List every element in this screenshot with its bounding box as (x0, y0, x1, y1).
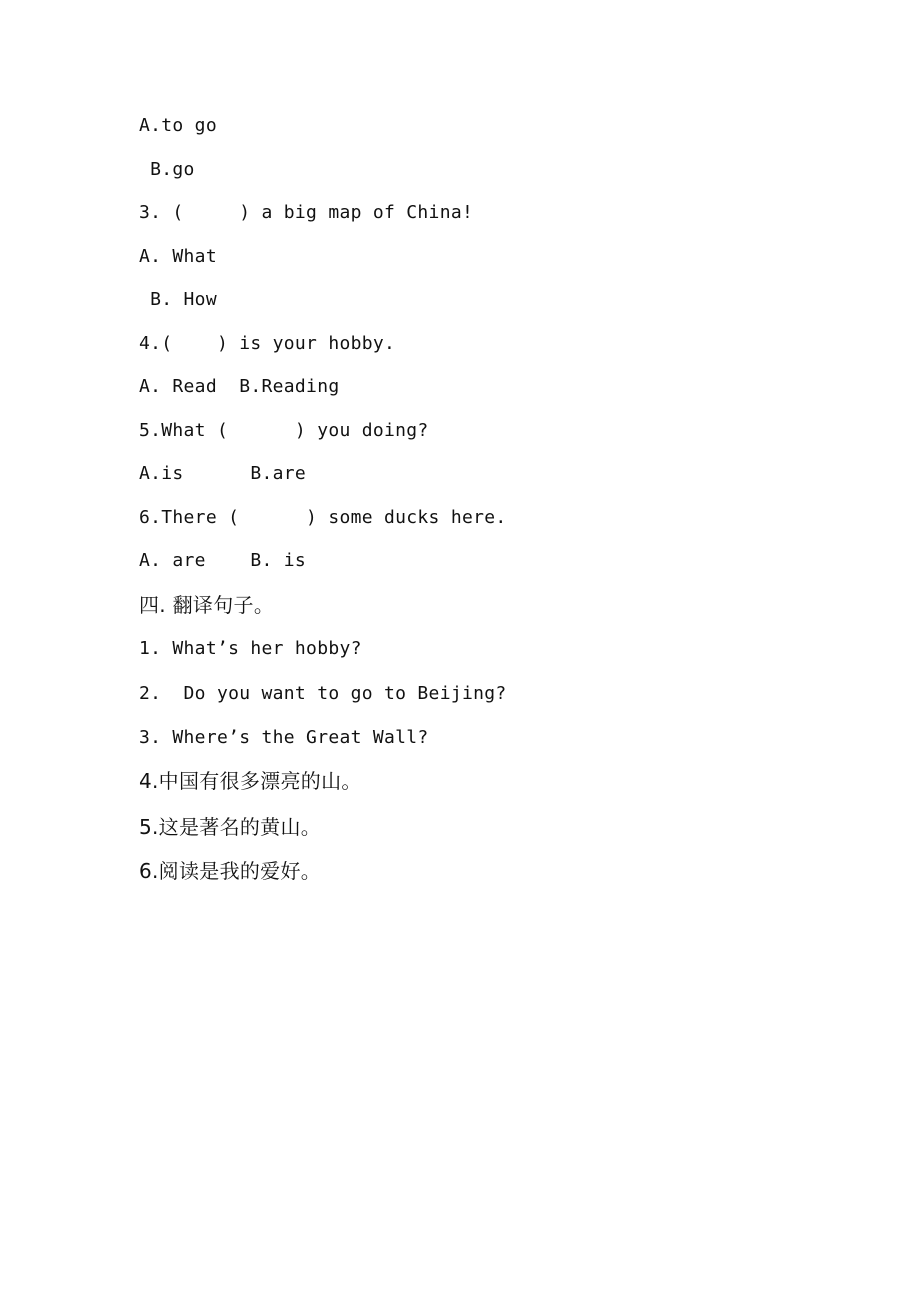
option-line: B.go (139, 159, 195, 180)
option-line: A. are B. is (139, 550, 307, 571)
option-line: A.is B.are (139, 463, 307, 484)
translation-item: 5.这是著名的黄山。 (139, 815, 322, 839)
translation-item: 3. Where’s the Great Wall? (139, 727, 429, 748)
translation-item: 2. Do you want to go to Beijing? (139, 683, 507, 704)
question-3: 3. ( ) a big map of China! (139, 202, 474, 223)
translation-item: 4.中国有很多漂亮的山。 (139, 769, 362, 793)
question-5: 5.What ( ) you doing? (139, 420, 429, 441)
option-line: B. How (139, 289, 217, 310)
question-4: 4.( ) is your hobby. (139, 333, 396, 354)
option-line: A. What (139, 246, 217, 267)
question-6: 6.There ( ) some ducks here. (139, 507, 507, 528)
option-line: A. Read B.Reading (139, 376, 340, 397)
section-heading: 四. 翻译句子。 (139, 593, 275, 617)
option-line: A.to go (139, 115, 217, 136)
translation-item: 6.阅读是我的爱好。 (139, 859, 322, 883)
translation-item: 1. What’s her hobby? (139, 638, 362, 659)
